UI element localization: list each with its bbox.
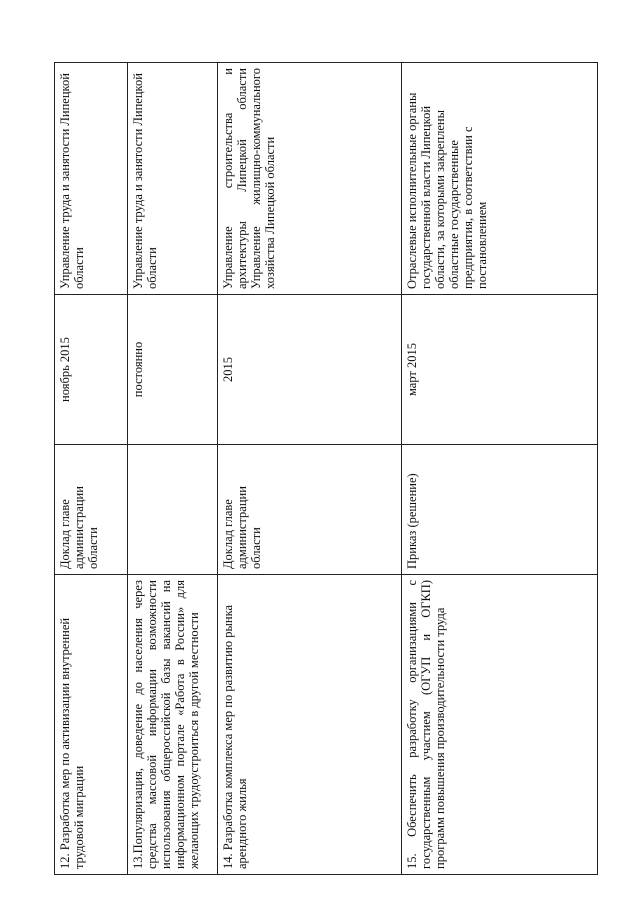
executor-text: Управление строительства и архитектуры Липецкой области Управление жилищно-коммунального хозяйства Липецкой области — [220, 68, 277, 289]
executor-cell — [55, 63, 128, 295]
task-cell — [128, 575, 218, 875]
form-text: Доклад главе администрации области — [58, 486, 100, 569]
task-text: 15. Обеспечить разработку организациями с государственным участием (ОГУП и ОГКП) программ повышения производительности труда — [405, 580, 448, 869]
document-table — [54, 62, 598, 875]
deadline-cell — [402, 295, 598, 445]
table-row — [55, 63, 128, 875]
task-text: 12. Разработка мер по активизации внутренней трудовой миграции — [58, 617, 86, 869]
task-cell — [402, 575, 598, 875]
executor-text: Отраслевые исполнительные органы государственной власти Липецкой области, за которыми закреплены областные государственные предприятия, в соответствии с постановлением — [405, 92, 490, 289]
executor-cell — [128, 63, 218, 295]
form-text: Доклад главе администрации области — [220, 486, 263, 569]
form-cell — [55, 445, 128, 575]
table-row — [217, 63, 401, 875]
form-cell — [402, 445, 598, 575]
deadline-cell — [55, 295, 128, 445]
deadline-text: ноябрь 2015 — [58, 337, 72, 402]
rotated-page — [54, 63, 598, 875]
deadline-text: март 2015 — [405, 342, 420, 397]
executor-text: Управление труда и занятости Липецкой области — [131, 73, 160, 289]
executor-text: Управление труда и занятости Липецкой области — [58, 73, 86, 289]
executor-cell — [402, 63, 598, 295]
task-cell — [55, 575, 128, 875]
table-row — [128, 63, 218, 875]
task-text: 14. Разработка комплекса мер по развитию рынка арендного жилья — [220, 604, 249, 869]
deadline-cell — [217, 295, 401, 445]
deadline-text: постоянно — [131, 341, 146, 398]
task-cell — [217, 575, 401, 875]
deadline-text: 2015 — [220, 357, 235, 382]
form-text: Приказ (решение) — [405, 473, 420, 569]
executor-cell — [217, 63, 401, 295]
form-cell — [217, 445, 401, 575]
task-text: 13.Популяризация, доведение до населения через средства массовой информации возможности использования общероссийской базы вакансий на информационном портале «Работа в России» для желающих трудоустроиться в другой местности — [131, 580, 202, 869]
deadline-cell — [128, 295, 218, 445]
form-cell — [128, 445, 218, 575]
table-row — [402, 63, 598, 875]
